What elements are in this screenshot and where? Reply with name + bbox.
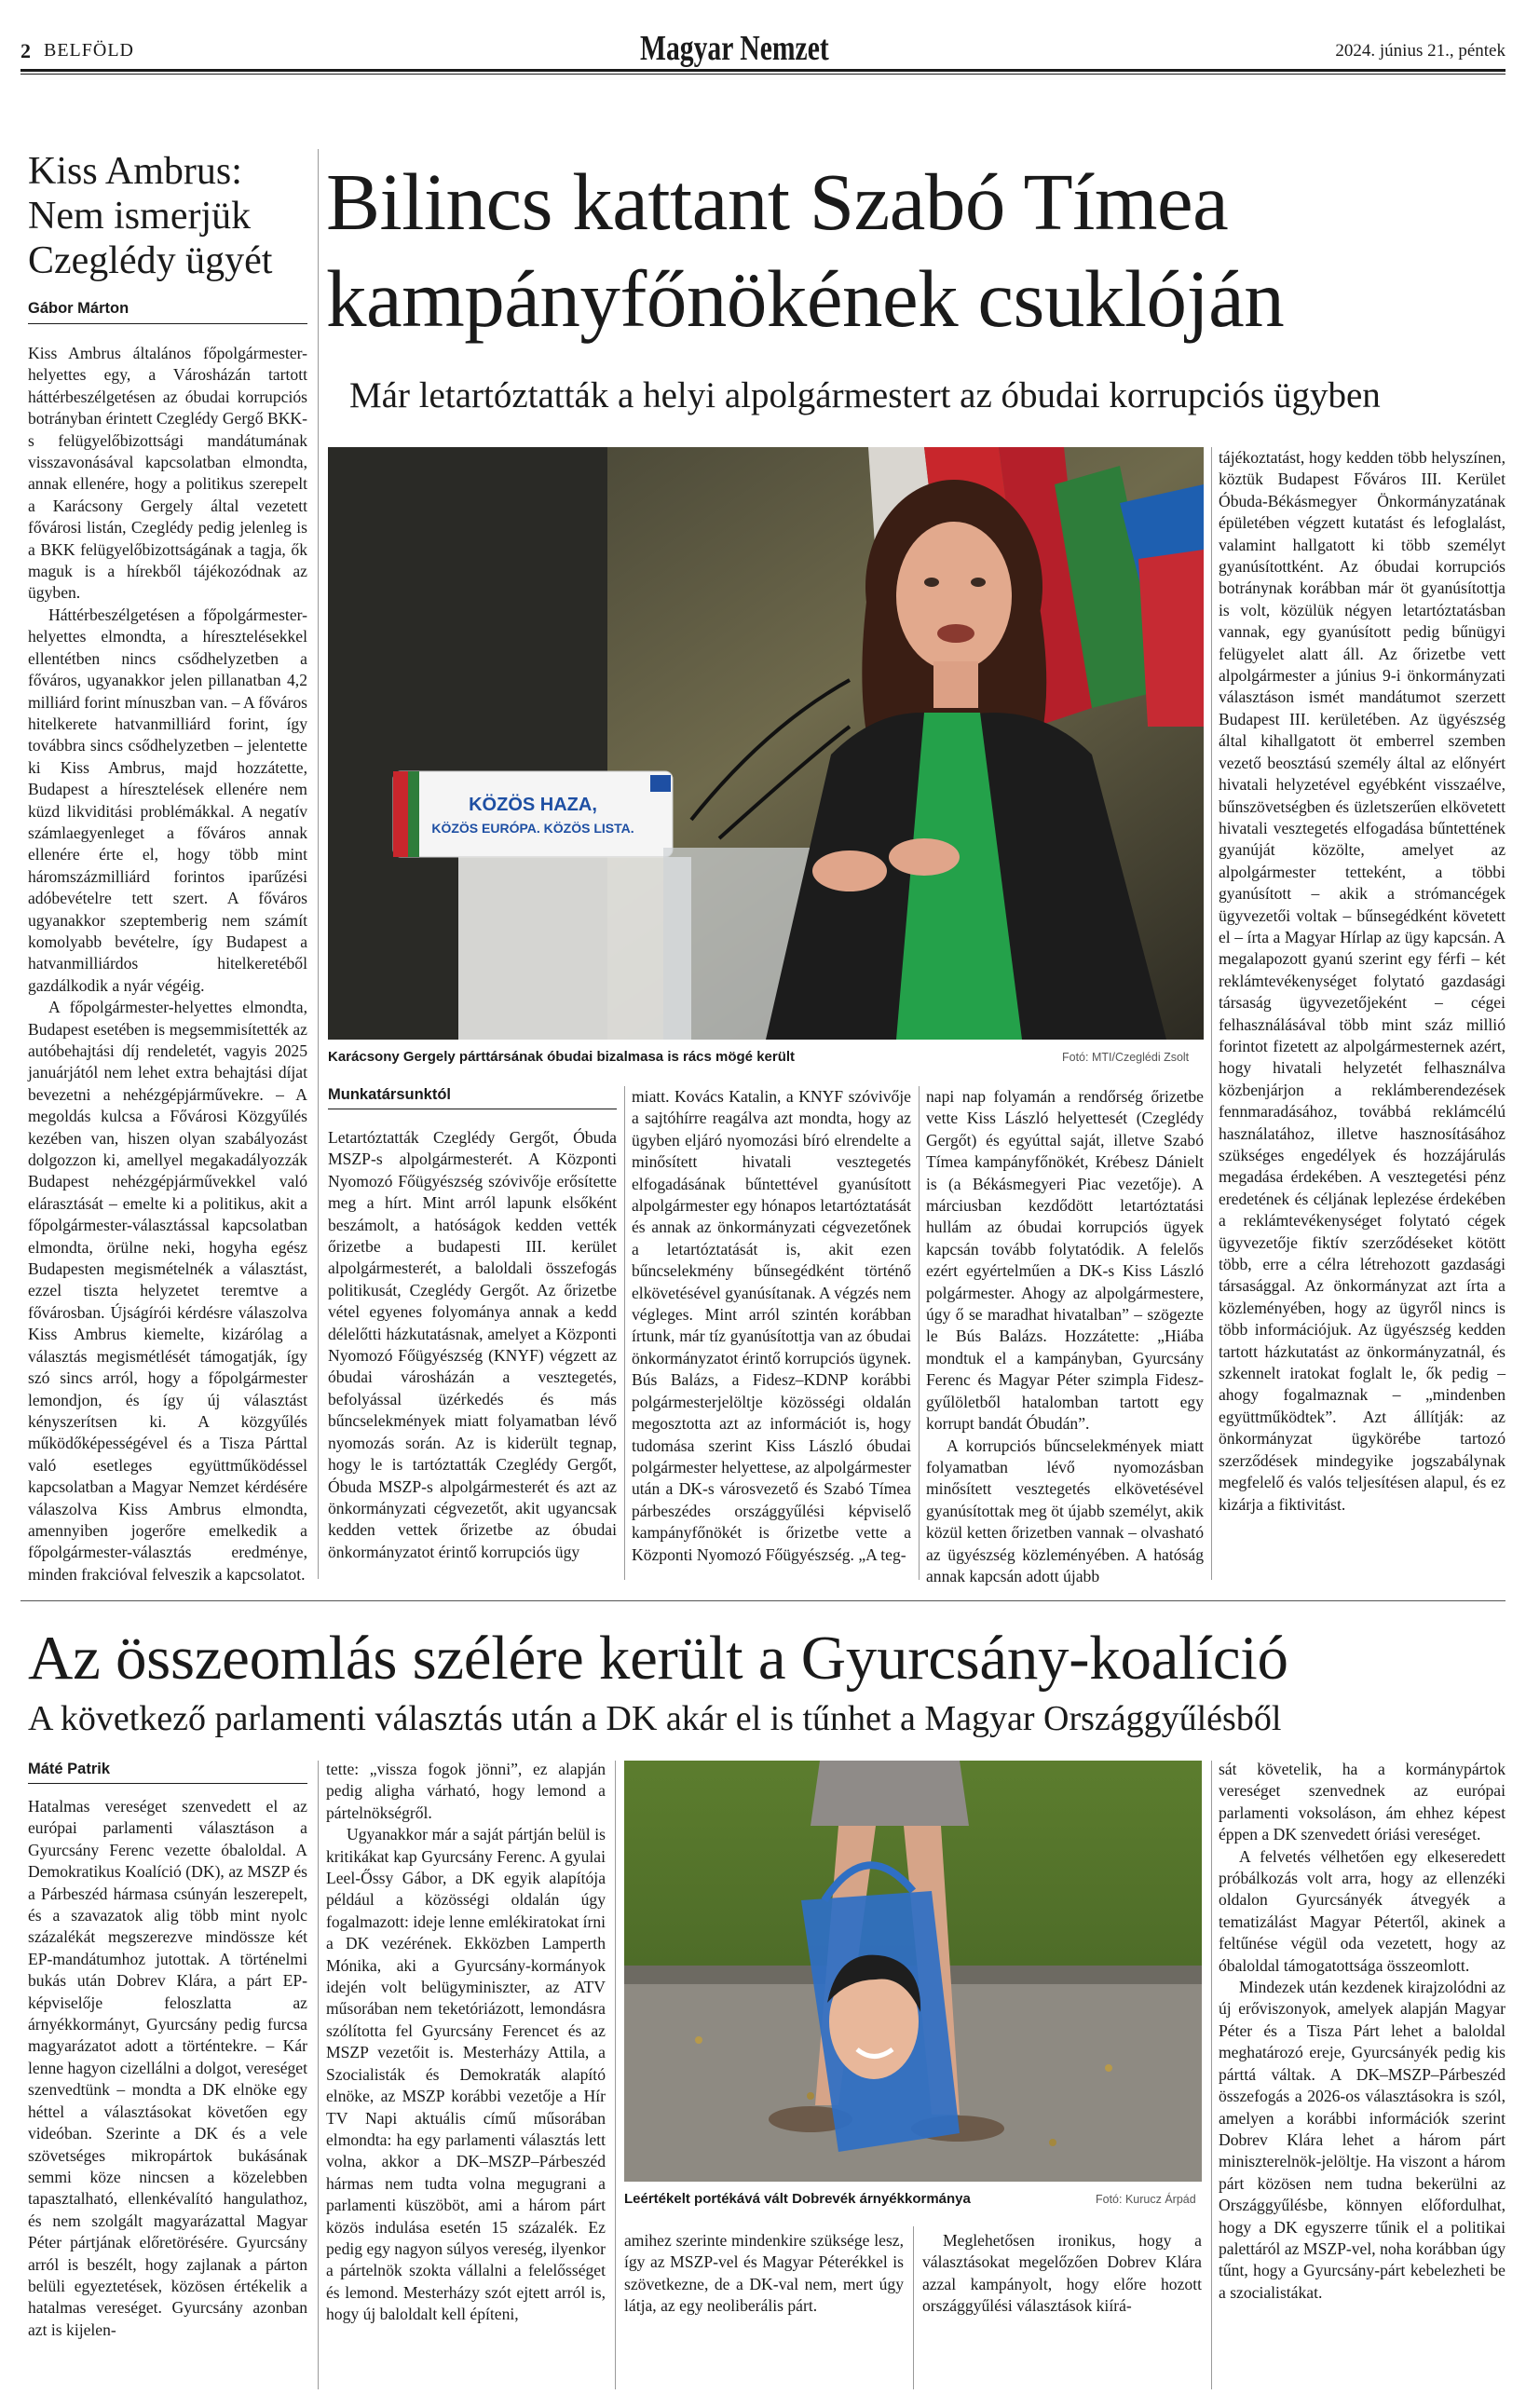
main-paragraph: tájékoztatást, hogy kedden több helyszínen, köztük Budapest Főváros III. Kerület Óbuda-Békásmegyer Önkormányzatának épületében végzett kutatást és lefoglalást, valamint hallgatott ki több személyt gyanúsítottként. Az óbudai korrupciós botránynak korábban már öt gyanúsítottja is volt, közülük négyen letartóztatásban vannak, egy gyanúsított pedig bűnügyi felügyelet alatt áll. Az őrizetbe vett alpolgármester a június 9-i önkormányzati választáson ismét mandátumot szerzett Budapest III. kerületében. Az ügyészség által kihallgatott öt emberrel szemben vezető beosztású személy által az előnyért hivatali helyzetével egyébként visszaélve, bűnszövetségben és üzletszerűen elkövetett hivatali vesztegetés elfogadása bűntettének gyanúját közölte, amelyet az alpolgármester tetteként, a többi gyanúsított – akik a strómancégek ügyvezetői voltak – bűnsegédként követett el – írta a Magyar Hírlap az ügy kapcsán. A megalapozott gyanú szerint egy férfi – két reklámtevékenységet folytató gazdasági társaság ügyvezetőjeként – cégei felhasználásával több mint száz millió forintot fizetett az alpolgármesternek azért, hogy hivatali helyzetét felhasználva közbenjárjon a reklámberendezések fennmaradásához, továbbá reklámcélú használatához, illetve hasznosításához szükséges engedélyek és hozzájárulás megadása érdekében. A vesztegetési pénz eredetének és céljának leplezése érdekében a reklámtevékenységet folytató cégek ügyvezetője fiktív szerződéseket kötött több, erre a célra létrehozott gazdasági társasággal. Az önkormányzat azt írta a közleményében, hogy az ügyről nincs is több információjuk. Az ügyészség kedden tartott házkutatást az önkormányzatnál, és szkennelt iratokat foglalt le, ők pedig – ahogy fogalmaznak – „mindenben együttműködtek”. Azt állítják: az önkormányzat ügykörébe tartozó szerződések mindegyike jogszabálynak megfelelő és valós teljesítésen alapul, és ez kizárja a fiktivitást. [1219, 448, 1506, 1514]
second-column-4 [922, 2230, 1202, 2318]
podium-sign-text: KÖZÖS HAZA, [469, 795, 597, 815]
main-paragraph: Letartóztatták Czeglédy Gergőt, Óbuda MSZP-s alpolgármesterét. A Központi Nyomozó Főügyészség szóvivője erősítette meg a hírt. Mint arról lapunk elsőként beszámolt, a hatóságok kedden vették őrizetbe a budapesti III. kerület alpolgármesterét, a baloldali összefogás politikusát, Czeglédy Gergőt. Az őrizetbe vétel egyenes folyománya annak a kedd délelőtti házkutatásnak, amelyet a Központi Nyomozó Főügyészség (KNYF) végzett az óbudai városházán a vesztegetés, befolyással üzérkedés és más bűncselekmények miatt folyamatban lévő nyomozás során. Az is kiderült tegnap, hogy le is tartóztatták Czeglédy Gergőt, Óbuda MSZP-s alpolgármesterét és azt az önkormányzati cégvezetőt, akit ugyancsak kedden vettek őrizetbe az óbudai önkormányzatot érintő korrupciós ügy [328, 1128, 617, 1561]
section-label: BELFÖLD [44, 40, 134, 61]
second-paragraph: Mindezek után kezdenek kirajzolódni az új erőviszonyok, amelyek alapján Magyar Péter és a Tisza Párt lehet a baloldal meghatározó ereje, Gyurcsányék pedig kis párttá váltak. A DK–MSZP–Párbeszéd összefogás a 2026-os választásokra is szól, amelyen a korábbi információk szerint Dobrev Klára lehet a három párt miniszterelnök-jelöltje. Ha viszont a három párt közösen nem tudna bekerülni az Országgyűlésbe, könnyen előfordulhat, hogy a DK egyszerre tűnik el a politikai palettáról az MSZP-vel, noha korábban úgy tűnt, hogy a Gyurcsány-párt kebelezheti be a szocialistákat. [1219, 1978, 1506, 2302]
column-rule [1211, 447, 1212, 1580]
column-rule [615, 1761, 616, 2389]
issue-date: 2024. június 21., péntek [1335, 41, 1506, 61]
header-rule-thin [20, 74, 1506, 75]
second-paragraph: sát követelik, ha a kormánypártok vereséget szenvednek az európai parlamenti voksoláson, ám ehhez képest éppen a DK szenvedett óriási vereséget. [1219, 1760, 1506, 1844]
second-column-2 [326, 1759, 606, 2326]
column-rule [1211, 1761, 1212, 2389]
second-paragraph: Meglehetősen ironikus, hogy a választásokat megelőzően Dobrev Klára azzal kampányolt, hogy előre hozott országgyűlési választások kiírá- [922, 2231, 1202, 2316]
sidebar-paragraph: Kiss Ambrus általános főpolgármester-helyettes egy, a Városházán tartott háttérbeszélgetésen az óbudai korrupciós botrányban érintett Czeglédy Gergő BKK-s felügyelőbizottsági mandátumának visszavonásával kapcsolatban elmondta, annak ellenére, hogy a politikus szerepelt a Karácsony Gergely által vezetett fővárosi listán, Czeglédy pedig jelenleg is a BKK felügyelőbizottságának a tagja, ők maguk is a hírekből tájékozódnak az ügyben. [28, 344, 307, 603]
page-header [20, 28, 1506, 69]
sidebar-title: Kiss Ambrus: Nem ismerjük Czeglédy ügyét [28, 150, 273, 282]
main-column-4 [1219, 447, 1506, 1516]
column-rule [913, 2226, 914, 2389]
main-byline: Munkatársunktól [328, 1086, 452, 1103]
second-photo-credit: Fotó: Kurucz Árpád [1096, 2193, 1196, 2206]
second-paragraph: A felvetés vélhetően egy elkeseredett próbálkozás volt arra, hogy az ellenzéki oldalon Gyurcsányék átvegyék a tematizálást Magyar Pétertől, akinek a feltűnése végül oda vezetett, hogy az óbaloldal támogatottsága összeomlott. [1219, 1846, 1506, 1975]
second-photo [624, 1761, 1202, 2182]
second-column-5 [1219, 1759, 1506, 2304]
page-number: 2 [20, 39, 31, 62]
second-byline: Máté Patrik [28, 1761, 111, 1777]
sidebar-byline: Gábor Márton [28, 300, 129, 317]
main-headline: Bilincs kattant Szabó Tímea kampányfőnökének csuklóján [326, 156, 1285, 344]
main-column-2 [632, 1086, 911, 1566]
second-photo-caption: Leértékelt portékává vált Dobrevék árnyékkormánya [624, 2191, 971, 2207]
second-paragraph: Ugyanakkor már a saját pártján belül is kritikákat kap Gyurcsány Ferenc. A gyulai Leel-Őssy Gábor, a DK egyik alapítója például a közösségi oldalán úgy fogalmazott: ideje lenne emlékiratokat írni a DK vezérének. Ekközben Lamperth Mónika, aki a Gyurcsány-kormányok idején volt belügyminiszter, az ATV műsorában nem teketóriázott, lemondásra szólította fel Gyurcsány Ferencet és az MSZP vezetőit is. Mesterházy Attila, a Szocialisták és Demokraták alapító elnöke, az MSZP korábbi vezetője a Hír TV Napi aktuális című műsorában elmondta: ha egy parlamenti választás lett volna, akkor a DK–MSZP–Párbeszéd hármas nem tudta volna megugrani a parlamenti küszöböt, ami a három párt közös indulása esetén 15 százalék. Ez pedig egy nagyon súlyos vereség, ilyenkor a pártelnök szokta vállalni a felelősséget és lemond. Mesterházy szót ejtett arról is, hogy új baloldalt kell építeni, [326, 1825, 606, 2324]
second-paragraph: amihez szerinte mindenkire szüksége lesz, így az MSZP-vel és Magyar Péterékkel is szövetkezne, de a DK-val nem, mert úgy látja, az egy neoliberális párt. [624, 2231, 904, 2316]
second-column-3 [624, 2230, 904, 2318]
sidebar-paragraph: A főpolgármester-helyettes elmondta, Budapest esetében is megsemmisítették az autóbehajtási díj rendeletét, vagyis 2025 januárjától nem lehet extra behajtási díjat bevezetni a nehézgépjárművekre. – A megoldás kulcsa a Fővárosi Közgyűlés kezében van, hiszen olyan szabályozást dolgozzon ki, amellyel megakadályozzák Budapest nehézgépjárművekkel való elárasztását – emelte ki a politikus, akit a főpolgármester-választással kapcsolatban elmondta, örülne neki, hogyha egész Budapesten megismételnék a választást, ezzel tiszta helyzetet teremtve a fővárosban. Újságírói kérdésre válaszolva Kiss Ambrus kiemelte, kizárólag a választás megismétlését támogatják, így szó sincs arról, hogy a főpolgármester lemondjon, és így új választást kényszerítsen ki. A közgyűlés működőképességével és a Tisza Párttal való esetleges együttműködéssel kapcsolatban a Magyar Nemzet kérdésére válaszolva Kiss Ambrus elmondta, amennyiben jogerőre emelkedik a főpolgármester-választás eredménye, minden frakcióval felveszik a kapcsolatot. [28, 998, 307, 1584]
main-paragraph: miatt. Kovács Katalin, a KNYF szóvivője a sajtóhírre reagálva azt mondta, hogy az ügyben eljáró nyomozási bíró elrendelte a minősített hivatali vesztegetés elfogadásának bűntettével gyanúsított alpolgármester egy hónapos letartóztatását és annak az önkormányzati cégvezetőnek a letartóztatását is, akit ezen bűncselekmény bűnsegédként történő elkövetésével gyanúsítanak. A végzés nem végleges. Mint arról szintén korábban írtunk, már tíz gyanúsítottja van az óbudai önkormányzatot érintő korrupciós ügynek. Bús Balázs, a Fidesz–KDNP korábbi polgármesterjelöltje közösségi oldalán megosztotta azt az információt is, hogy tudomása szerint Kiss László óbudai polgármester helyettese, az alpolgármester után a DK-s városvezető és Szabó Tímea párbeszédes országgyűlési képviselő kampányfőnökét is őrizetbe vette a Központi Nyomozó Főügyészség. „A teg- [632, 1087, 911, 1564]
sidebar-paragraph: Háttérbeszélgetésen a főpolgármester-helyettes elmondta, a híresztelésekkel ellentétben nincs csődhelyzetben a főváros, ugyanakkor jelen pillanatban 4,2 milliárd forint mínuszban van. – A főváros hitelkerete hatvanmilliárd forint, így továbbra sincs csődhelyzetben – jelentette ki Kiss Ambrus, majd hozzátette, Budapest a híresztelések ellenére nem küzd likviditási problémákkal. A negatív számlaegyenleget a főváros annak ellenére érte el, hogy több mint háromszázmilliárd forintos iparűzési adóbevételre tett szert. A főváros ugyanakkor szeptemberig nem számít komolyabb bevételre, így Budapest a hatvanmilliárdos hitelkeretéből gazdálkodik a nyár végéig. [28, 605, 307, 995]
story-divider [20, 1600, 1506, 1601]
main-photo-caption: Karácsony Gergely párttársának óbudai bizalmasa is rács mögé került [328, 1049, 796, 1065]
main-column-1 [328, 1127, 617, 1563]
second-headline: Az összeomlás szélére került a Gyurcsány-koalíció [28, 1624, 1288, 1693]
main-paragraph: napi nap folyamán a rendőrség őrizetbe vette Kiss László helyettesét (Czeglédy Gergőt) és egyúttal saját, illetve Szabó Tímea kampányfőnökét, Krébesz Dánielt is (a Békásmegyeri Piac vezetője). A márciusban kezdődött letartóztatási hullám az óbudai korrupciós ügyek kapcsán tovább folytatódik. A felelős ezért egyértelműen a DK-s Kiss László polgármester. Ahogy az alpolgármestere, úgy ő se maradhat hivatalban” – szögezte le Bús Balázs. Hozzátette: „Hiába mondtuk el a kampányban, Gyurcsány Ferenc és Magyar Péter szimpla Fidesz-gyűlöletből hatalomban tartott egy korrupt bandát Óbudán”. [926, 1087, 1204, 1434]
second-byline-rule [28, 1783, 307, 1784]
speaker-photo [328, 447, 1204, 1040]
main-paragraph: A korrupciós bűncselekmények miatt folyamatban lévő nyomozásban minősített vesztegetés elkövetésével gyanúsítottak meg öt újabb személyt, akik közül ketten őrizetben vannak – olvasható az ügyészség közleményében. A hatóság annak kapcsán adott újabb [926, 1435, 1204, 1585]
svg-text:KÖZÖS EURÓPA. KÖZÖS LISTA.: KÖZÖS EURÓPA. KÖZÖS LISTA. [431, 821, 634, 836]
column-rule [624, 1086, 625, 1580]
shopping-bag-photo [624, 1761, 1202, 2182]
main-photo [328, 447, 1204, 1040]
header-rule [20, 69, 1506, 72]
sidebar-article [28, 149, 307, 1585]
column-rule [318, 1761, 319, 2389]
second-paragraph: tette: „vissza fogok jönni”, ez alapján pedig aligha várható, hogy lemond a pártelnökségről. [326, 1760, 606, 1822]
main-column-3 [926, 1086, 1204, 1587]
second-paragraph: Hatalmas vereséget szenvedett el az európai parlamenti választáson a Gyurcsány Ferenc vezette óbaloldal. A Demokratikus Koalíció (DK), az MSZP és a Párbeszéd hármasa csúnyán leszerepelt, és a szavazatok alig több mint nyolc százalékát megszerezve mindössze két EP-mandátumhoz jutottak. A történelmi bukás után Dobrev Klára, a párt EP-képviselője feloszlatta az árnyékkormányt, Gyurcsány pedig furcsa magyarázatot adott a történtekre. – Kár lenne hagyon cizellálni a dolgot, vereséget szenvedtünk – mondta a DK elnöke egy héttel a választásokat követően egy videóban. Szerinte a DK és a vele szövetséges mikropártok bukásának semmi köze nincsen a közelebben tapasztalható, ellenkévalító hangulathoz, és nem szolgált magyarázattal Magyar Péter pártjának előretörésére. Gyurcsány arról is beszélt, hogy zajlanak a párton belüli egyeztetések, közösen értékelik a hatalmas vereséget. Gyurcsány azonban azt is kijelen- [28, 1797, 307, 2339]
column-rule [318, 149, 319, 1579]
masthead-logo: Magyar Nemzet [640, 29, 829, 68]
sidebar-byline-rule [28, 323, 307, 324]
column-rule [919, 1086, 920, 1580]
second-subheadline: A következő parlamenti választás után a DK akár el is tűnhet a Magyar Országgyűlésből [28, 1699, 1282, 1738]
second-column-1 [28, 1796, 307, 2341]
main-subheadline: Már letartóztatták a helyi alpolgármestert az óbudai korrupciós ügyben [349, 375, 1381, 415]
main-photo-credit: Fotó: MTI/Czeglédi Zsolt [1062, 1051, 1190, 1064]
